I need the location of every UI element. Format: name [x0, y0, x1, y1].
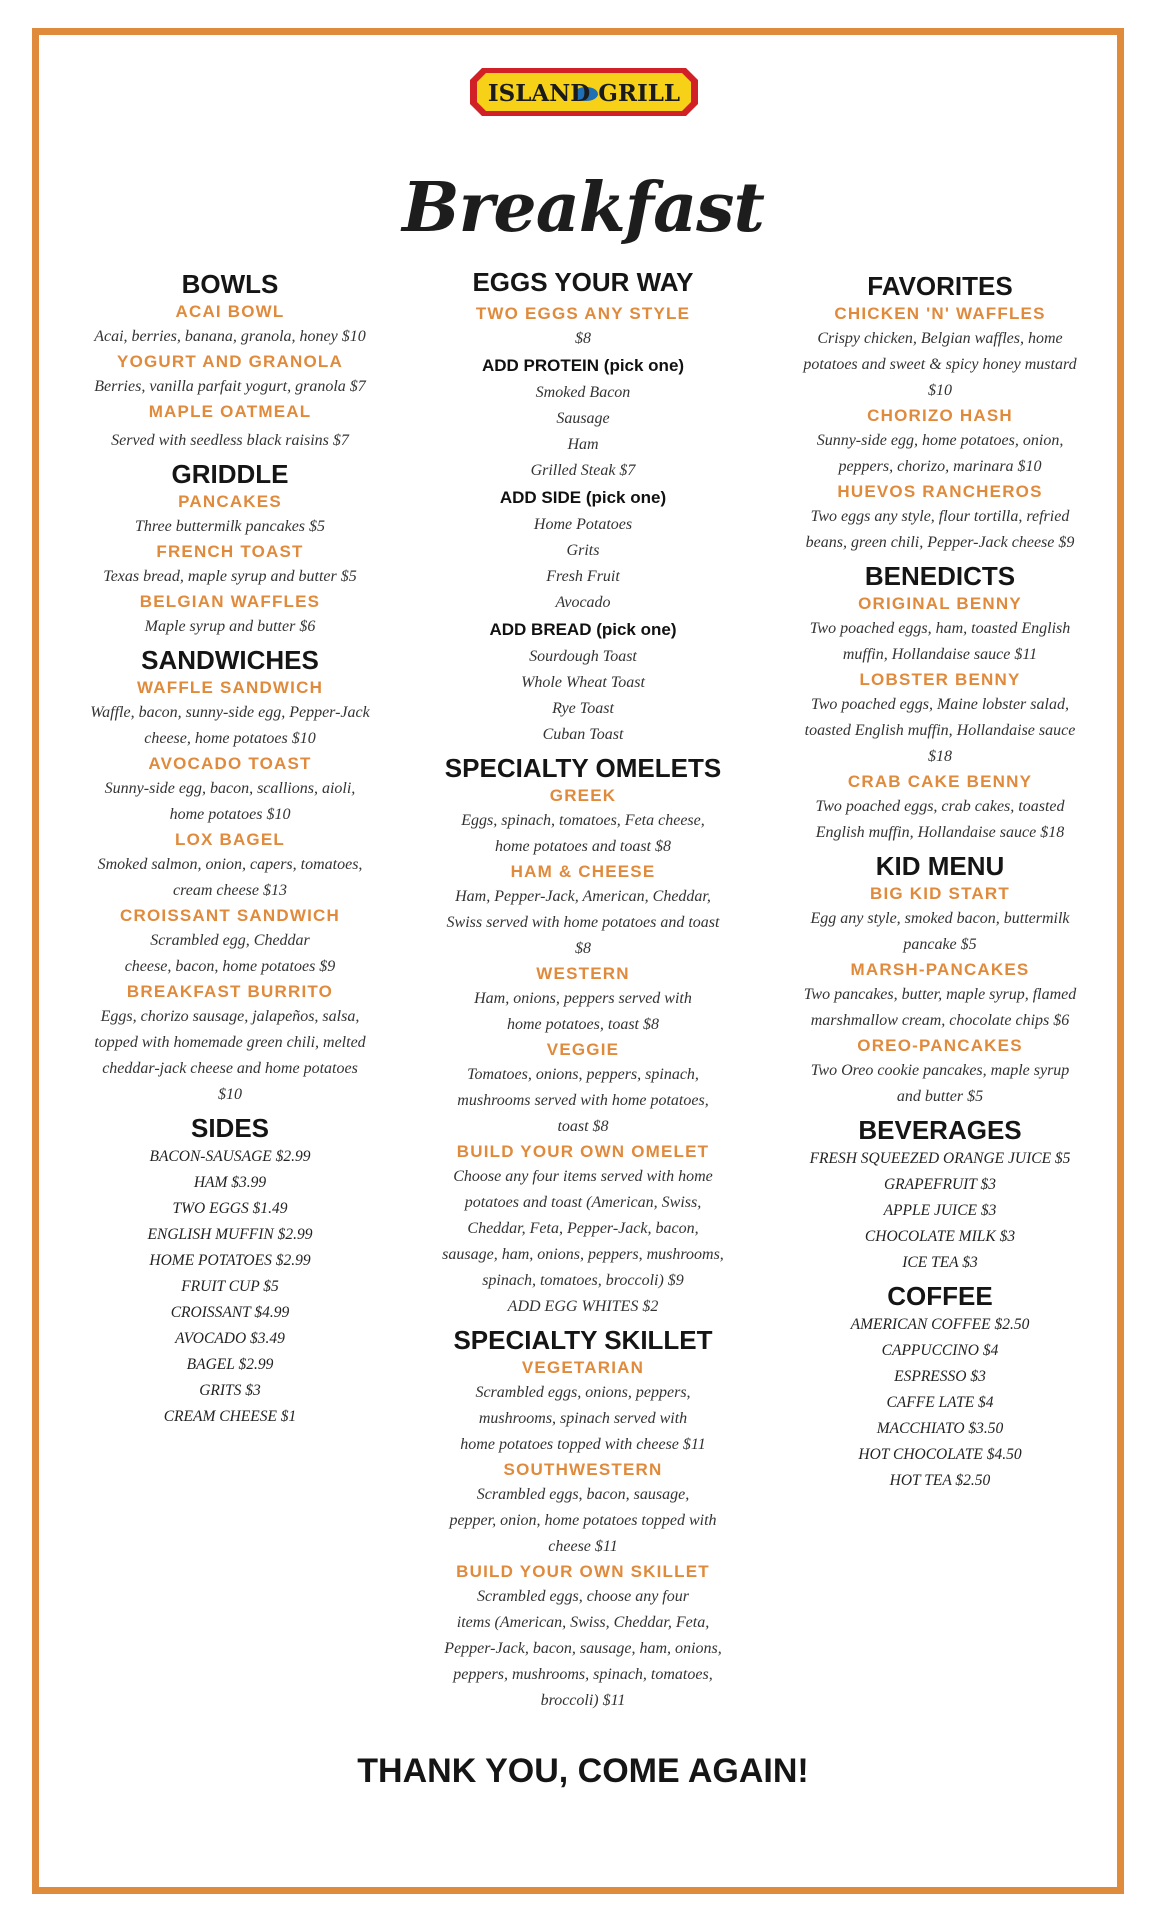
- item-description: broccoli) $11: [540, 1692, 626, 1709]
- item-description: $18: [928, 748, 952, 765]
- item-description: ADD EGG WHITES $2: [507, 1298, 659, 1315]
- item-vegetarian: VEGETARIAN: [521, 1358, 645, 1377]
- item-oreo-pancakes: OREO-PANCAKES: [857, 1036, 1023, 1055]
- item-description: and butter $5: [896, 1088, 984, 1105]
- option-item: Sourdough Toast: [529, 648, 637, 665]
- section-heading-coffee: COFFEE: [887, 1281, 993, 1311]
- option-item: Grits: [566, 542, 600, 559]
- item-description: muffin, Hollandaise sauce $11: [842, 646, 1038, 663]
- item-crab-cake-benny: CRAB CAKE BENNY: [847, 772, 1033, 791]
- island-grill-logo: [468, 64, 700, 120]
- add-side-label: ADD SIDE (pick one): [499, 488, 667, 507]
- item-description: spinach, tomatoes, broccoli) $9: [482, 1272, 684, 1289]
- coffee-item: MACCHIATO $3.50: [876, 1420, 1004, 1437]
- item-build-your-own-omelet: BUILD YOUR OWN OMELET: [456, 1142, 710, 1161]
- item-description: $8: [575, 940, 591, 957]
- item-description: peppers, chorizo, marinara $10: [838, 458, 1042, 475]
- item-description: potatoes and toast (American, Swiss,: [464, 1194, 702, 1211]
- item-description: Scrambled eggs, onions, peppers,: [475, 1384, 691, 1401]
- item-description: Egg any style, smoked bacon, buttermilk: [810, 910, 1070, 927]
- item-description: Eggs, chorizo sausage, jalapeños, salsa,: [100, 1008, 360, 1025]
- item-description: pepper, onion, home potatoes topped with: [449, 1512, 717, 1529]
- item-description: Eggs, spinach, tomatoes, Feta cheese,: [461, 812, 705, 829]
- item-description: Tomatoes, onions, peppers, spinach,: [467, 1066, 699, 1083]
- item-description: mushrooms, spinach served with: [478, 1410, 688, 1427]
- item-description: cream cheese $13: [172, 882, 288, 899]
- item-two-eggs-any-style: TWO EGGS ANY STYLE: [475, 304, 691, 323]
- option-item: Rye Toast: [552, 700, 614, 717]
- item-description: Texas bread, maple syrup and butter $5: [103, 568, 357, 585]
- item-description: Two poached eggs, ham, toasted English: [809, 620, 1071, 637]
- item-description: cheese, home potatoes $10: [144, 730, 316, 747]
- beverage-item: FRESH SQUEEZED ORANGE JUICE $5: [809, 1150, 1071, 1167]
- item-pancakes: PANCAKES: [178, 492, 282, 511]
- item-description: cheese, bacon, home potatoes $9: [124, 958, 336, 975]
- item-greek: GREEK: [549, 786, 617, 805]
- column-center: [423, 266, 743, 1714]
- side-item: AVOCADO $3.49: [175, 1330, 285, 1347]
- side-item: TWO EGGS $1.49: [172, 1200, 288, 1217]
- item-avocado-toast: AVOCADO TOAST: [148, 754, 312, 773]
- item-ham-cheese: HAM & CHEESE: [510, 862, 656, 881]
- beverage-item: APPLE JUICE $3: [883, 1202, 997, 1219]
- item-french-toast: FRENCH TOAST: [156, 542, 304, 561]
- section-heading-kid-menu: KID MENU: [875, 851, 1005, 881]
- option-item: Ham: [567, 436, 599, 453]
- item-description: Two poached eggs, crab cakes, toasted: [815, 798, 1065, 815]
- item-big-kid-start: BIG KID START: [870, 884, 1010, 903]
- page-title: Breakfast: [402, 168, 764, 248]
- section-heading-griddle: GRIDDLE: [171, 459, 289, 489]
- option-item: Home Potatoes: [533, 516, 633, 533]
- option-item: Fresh Fruit: [546, 568, 620, 585]
- item-description: items (American, Swiss, Cheddar, Feta,: [456, 1614, 710, 1631]
- item-description: Maple syrup and butter $6: [144, 618, 316, 635]
- item-description: peppers, mushrooms, spinach, tomatoes,: [453, 1666, 713, 1683]
- item-description: sausage, ham, onions, peppers, mushrooms,: [442, 1246, 724, 1263]
- item-price: $8: [575, 330, 591, 347]
- item-description: cheese $11: [548, 1538, 618, 1555]
- item-description: Scrambled egg, Cheddar: [150, 932, 310, 949]
- item-description: Sunny-side egg, bacon, scallions, aioli,: [104, 780, 356, 797]
- add-bread-label: ADD BREAD (pick one): [489, 620, 677, 639]
- section-heading-specialty-skillet: SPECIALTY SKILLET: [453, 1325, 713, 1355]
- item-description: potatoes and sweet & spicy honey mustard: [803, 356, 1077, 373]
- beverage-item: ICE TEA $3: [902, 1254, 978, 1271]
- item-description: home potatoes and toast $8: [495, 838, 671, 855]
- option-item: Cuban Toast: [542, 726, 624, 743]
- section-heading-eggs-your-way: EGGS YOUR WAY: [472, 267, 694, 297]
- item-lox-bagel: LOX BAGEL: [175, 830, 285, 849]
- item-description: Choose any four items served with home: [453, 1168, 713, 1185]
- item-description: Ham, Pepper-Jack, American, Cheddar,: [455, 888, 711, 905]
- item-description: Two poached eggs, Maine lobster salad,: [811, 696, 1069, 713]
- item-description: topped with homemade green chili, melted: [94, 1034, 366, 1051]
- item-description: Acai, berries, banana, granola, honey $10: [94, 328, 366, 345]
- side-item: CREAM CHEESE $1: [163, 1408, 297, 1425]
- coffee-item: AMERICAN COFFEE $2.50: [850, 1316, 1030, 1333]
- item-maple-oatmeal: MAPLE OATMEAL: [148, 402, 312, 421]
- coffee-item: CAPPUCCINO $4: [881, 1342, 999, 1359]
- item-lobster-benny: LOBSTER BENNY: [859, 670, 1021, 689]
- side-item: BAGEL $2.99: [186, 1356, 274, 1373]
- item-waffle-sandwich: WAFFLE SANDWICH: [136, 678, 324, 697]
- option-item: Avocado: [555, 594, 611, 611]
- item-description: Smoked salmon, onion, capers, tomatoes,: [97, 856, 363, 873]
- beverage-item: CHOCOLATE MILK $3: [864, 1228, 1016, 1245]
- item-description: Two eggs any style, flour tortilla, refried: [810, 508, 1070, 525]
- item-description: Ham, onions, peppers served with: [474, 990, 692, 1007]
- item-description: English muffin, Hollandaise sauce $18: [815, 824, 1065, 841]
- item-veggie: VEGGIE: [546, 1040, 620, 1059]
- item-build-your-own-skillet: BUILD YOUR OWN SKILLET: [456, 1562, 710, 1581]
- logo-text: ISLAND GRILL: [487, 80, 681, 107]
- footer-message: THANK YOU, COME AGAIN!: [357, 1752, 809, 1790]
- option-item: Grilled Steak $7: [530, 462, 636, 479]
- side-item: BACON-SAUSAGE $2.99: [149, 1148, 311, 1165]
- item-description: Three buttermilk pancakes $5: [134, 518, 326, 535]
- item-acai-bowl: ACAI BOWL: [175, 302, 285, 321]
- item-description: mushrooms served with home potatoes,: [457, 1092, 709, 1109]
- section-heading-specialty-omelets: SPECIALTY OMELETS: [444, 753, 722, 783]
- item-description: $10: [928, 382, 952, 399]
- item-description: beans, green chili, Pepper-Jack cheese $9: [805, 534, 1075, 551]
- section-heading-sandwiches: SANDWICHES: [141, 645, 319, 675]
- side-item: GRITS $3: [199, 1382, 261, 1399]
- item-description: Two Oreo cookie pancakes, maple syrup: [810, 1062, 1070, 1079]
- coffee-item: ESPRESSO $3: [894, 1368, 986, 1385]
- coffee-item: HOT CHOCOLATE $4.50: [858, 1446, 1022, 1463]
- section-heading-beverages: BEVERAGES: [858, 1115, 1022, 1145]
- item-description: Two pancakes, butter, maple syrup, flamed: [803, 986, 1077, 1003]
- item-belgian-waffles: BELGIAN WAFFLES: [139, 592, 321, 611]
- item-breakfast-burrito: BREAKFAST BURRITO: [126, 982, 334, 1001]
- option-item: Whole Wheat Toast: [521, 674, 645, 691]
- beverage-item: GRAPEFRUIT $3: [883, 1176, 997, 1193]
- side-item: FRUIT CUP $5: [181, 1278, 279, 1295]
- item-original-benny: ORIGINAL BENNY: [858, 594, 1022, 613]
- coffee-item: CAFFE LATE $4: [886, 1394, 994, 1411]
- item-description: Berries, vanilla parfait yogurt, granola $7: [94, 378, 366, 395]
- item-description: home potatoes, toast $8: [507, 1016, 659, 1033]
- item-description: Pepper-Jack, bacon, sausage, ham, onions,: [444, 1640, 722, 1657]
- item-description: home potatoes $10: [169, 806, 291, 823]
- option-item: Smoked Bacon: [535, 384, 631, 401]
- side-item: ENGLISH MUFFIN $2.99: [147, 1226, 313, 1243]
- column-left: [70, 268, 390, 1430]
- item-description: marshmallow cream, chocolate chips $6: [810, 1012, 1070, 1029]
- item-huevos-rancheros: HUEVOS RANCHEROS: [837, 482, 1043, 501]
- item-description: Swiss served with home potatoes and toast: [446, 914, 720, 931]
- section-heading-sides: SIDES: [190, 1113, 270, 1143]
- item-description: home potatoes topped with cheese $11: [460, 1436, 706, 1453]
- item-description: Crispy chicken, Belgian waffles, home: [817, 330, 1063, 347]
- column-right: [780, 270, 1100, 1494]
- item-description: Scrambled eggs, choose any four: [477, 1588, 689, 1605]
- item-chicken-n-waffles: CHICKEN 'N' WAFFLES: [834, 304, 1046, 323]
- item-western: WESTERN: [536, 964, 630, 983]
- side-item: HAM $3.99: [193, 1174, 267, 1191]
- item-description: Waffle, bacon, sunny-side egg, Pepper-Jack: [90, 704, 370, 721]
- section-heading-favorites: FAVORITES: [867, 271, 1013, 301]
- add-protein-label: ADD PROTEIN (pick one): [481, 356, 685, 375]
- item-description: $10: [218, 1086, 242, 1103]
- section-heading-bowls: BOWLS: [181, 269, 279, 299]
- section-heading-benedicts: BENEDICTS: [864, 561, 1016, 591]
- item-description: toast $8: [557, 1118, 609, 1135]
- item-description: cheddar-jack cheese and home potatoes: [102, 1060, 358, 1077]
- item-marsh-pancakes: MARSH-PANCAKES: [850, 960, 1030, 979]
- item-croissant-sandwich: CROISSANT SANDWICH: [120, 906, 340, 925]
- side-item: CROISSANT $4.99: [170, 1304, 290, 1321]
- item-yogurt-granola: YOGURT AND GRANOLA: [117, 352, 343, 371]
- item-description: toasted English muffin, Hollandaise sauce: [804, 722, 1076, 739]
- item-description: Served with seedless black raisins $7: [111, 432, 349, 449]
- item-southwestern: SOUTHWESTERN: [503, 1460, 663, 1479]
- item-description: Cheddar, Feta, Pepper-Jack, bacon,: [467, 1220, 699, 1237]
- item-description: Sunny-side egg, home potatoes, onion,: [816, 432, 1064, 449]
- side-item: HOME POTATOES $2.99: [149, 1252, 311, 1269]
- item-description: pancake $5: [903, 936, 977, 953]
- item-chorizo-hash: CHORIZO HASH: [867, 406, 1013, 425]
- item-description: Scrambled eggs, bacon, sausage,: [476, 1486, 690, 1503]
- option-item: Sausage: [556, 410, 610, 427]
- coffee-item: HOT TEA $2.50: [889, 1472, 991, 1489]
